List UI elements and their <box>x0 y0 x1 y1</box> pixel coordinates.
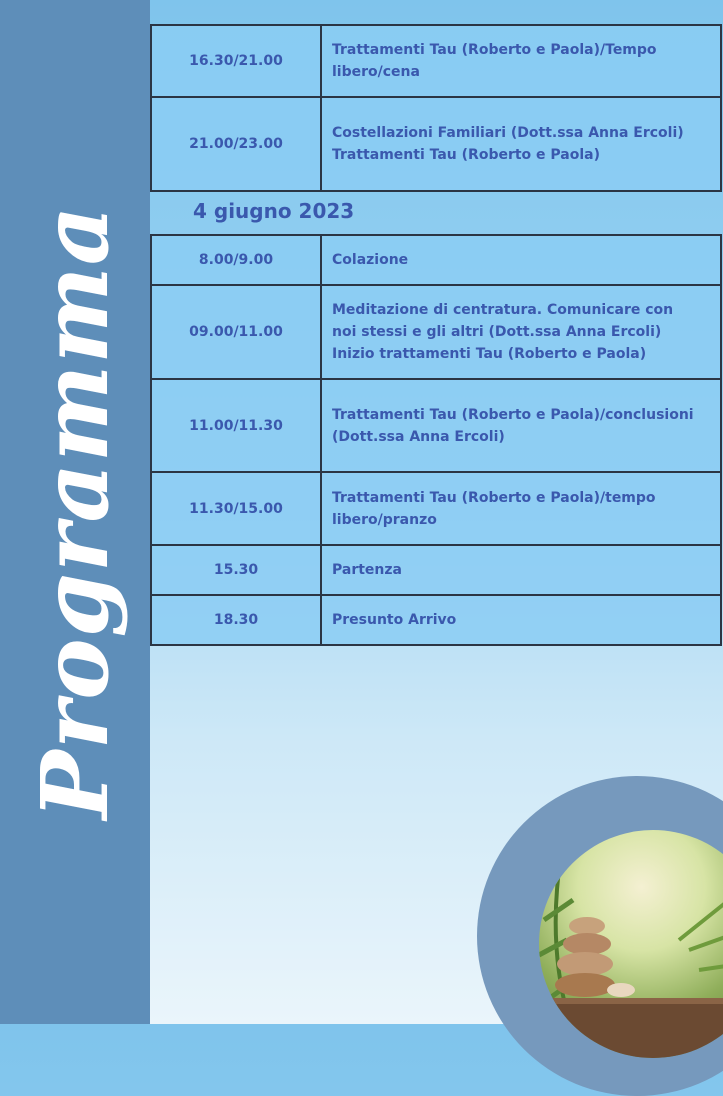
activity-line: Colazione <box>332 252 409 268</box>
activity-line: Partenza <box>332 562 402 578</box>
time-cell: 15.30 <box>151 545 321 595</box>
activity-cell <box>321 285 721 379</box>
table-row <box>151 97 721 191</box>
activity-line: Costellazioni Familiari (Dott.ssa Anna Ercoli) <box>332 125 684 141</box>
activity-cell <box>321 97 721 191</box>
activity-line: noi stessi e gli altri (Dott.ssa Anna Ercoli) <box>332 324 662 340</box>
activity-line: (Dott.ssa Anna Ercoli) <box>332 428 505 445</box>
activity-line: Trattamenti Tau (Roberto e Paola)/conclusioni <box>332 406 694 423</box>
activity-line: Inizio trattamenti Tau (Roberto e Paola) <box>332 346 647 362</box>
table-row <box>151 379 721 472</box>
time-cell: 18.30 <box>151 595 321 645</box>
activity-line: Meditazione di centratura. Comunicare con <box>332 302 674 318</box>
time-cell: 16.30/21.00 <box>151 25 321 97</box>
activity-cell <box>321 472 721 545</box>
table-row <box>151 595 721 645</box>
side-band <box>0 0 150 1024</box>
activity-cell <box>321 379 721 472</box>
time-cell: 8.00/9.00 <box>151 235 321 285</box>
page-title: Programma <box>21 204 129 820</box>
schedule-table-day1 <box>150 24 722 192</box>
activity-cell <box>321 235 721 285</box>
time-cell: 09.00/11.00 <box>151 285 321 379</box>
time-cell: 11.30/15.00 <box>151 472 321 545</box>
activity-line: Presunto Arrivo <box>332 612 457 628</box>
activity-cell <box>321 25 721 97</box>
table-row <box>151 545 721 595</box>
day-heading: 4 giugno 2023 <box>193 199 355 223</box>
activity-line: libero/pranzo <box>332 511 437 528</box>
activity-cell <box>321 595 721 645</box>
activity-line: Trattamenti Tau (Roberto e Paola)/Tempo <box>332 42 657 58</box>
table-row <box>151 25 721 97</box>
activity-line: libero/cena <box>332 64 420 80</box>
activity-cell <box>321 545 721 595</box>
table-row <box>151 235 721 285</box>
time-cell: 21.00/23.00 <box>151 97 321 191</box>
table-row <box>151 285 721 379</box>
activity-line: Trattamenti Tau (Roberto e Paola)/tempo <box>332 489 656 506</box>
time-cell: 11.00/11.30 <box>151 379 321 472</box>
activity-line: Trattamenti Tau (Roberto e Paola) <box>332 147 601 163</box>
table-row <box>151 472 721 545</box>
schedule-table-day2 <box>150 234 722 646</box>
